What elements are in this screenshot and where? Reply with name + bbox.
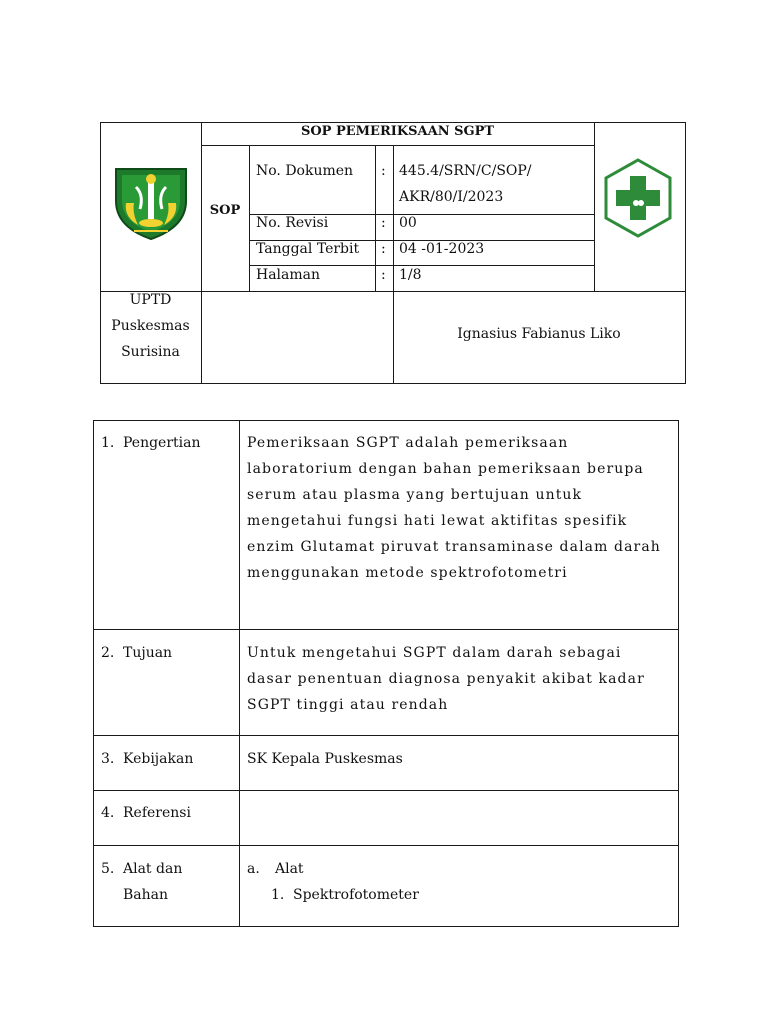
sub-letter: a.: [247, 861, 260, 877]
doc-number-value-line1: 445.4/SRN/C/SOP/: [399, 163, 532, 179]
section-number: 3.: [101, 751, 115, 767]
section-text: SK Kepala Puskesmas: [247, 751, 403, 767]
section-text: Untuk mengetahui SGPT dalam darah sebagai dasar penentuan diagnosa penyakit akibat kadar SGPT tinggi atau rendah: [247, 645, 645, 713]
page-value: 1/8: [399, 267, 422, 283]
section-label-line2: Bahan: [123, 887, 169, 903]
revision-value: 00: [399, 215, 417, 231]
signatory-name: Ignasius Fabianus Liko: [457, 326, 621, 342]
section-number: 1.: [101, 435, 115, 451]
issue-date-colon: :: [381, 241, 386, 257]
institution-line2: Puskesmas: [111, 318, 190, 334]
doc-number-colon: :: [381, 163, 386, 179]
document-title: SOP PEMERIKSAAN SGPT: [300, 124, 495, 139]
section-label-line1: Alat dan: [123, 861, 183, 877]
sub-title: Alat: [275, 861, 304, 877]
page-colon: :: [381, 267, 386, 283]
item-text: Spektrofotometer: [293, 887, 419, 903]
section-text: Pemeriksaan SGPT adalah pemeriksaan laboratorium dengan bahan pemeriksaan berupa serum atau plasma yang bertujuan untuk mengetahui fungsi hati lewat aktifitas spesifik enzim Glutamat piruvat transaminase dalam darah menggunakan metode spektrofotometri: [247, 435, 661, 581]
puskesmas-logo-icon: [603, 158, 673, 238]
revision-label: No. Revisi: [256, 215, 329, 231]
page-label: Halaman: [256, 267, 321, 283]
item-number: 1.: [271, 887, 285, 903]
revision-colon: :: [381, 215, 386, 231]
section-number: 5.: [101, 861, 115, 877]
section-label: Referensi: [123, 805, 191, 821]
section-label: Pengertian: [123, 435, 201, 451]
doc-number-value-line2: AKR/80/I/2023: [399, 189, 504, 205]
doc-number-label: No. Dokumen: [256, 163, 354, 179]
section-label: Kebijakan: [123, 751, 194, 767]
section-label: Tujuan: [123, 645, 173, 661]
issue-date-value: 04 -01-2023: [399, 241, 485, 257]
sop-label: SOP: [209, 203, 241, 218]
regional-emblem-icon: [114, 165, 188, 241]
section-number: 4.: [101, 805, 115, 821]
section-number: 2.: [101, 645, 115, 661]
institution-line3: Surisina: [121, 344, 180, 360]
issue-date-label: Tanggal Terbit: [256, 241, 360, 257]
institution-line1: UPTD: [129, 292, 172, 308]
